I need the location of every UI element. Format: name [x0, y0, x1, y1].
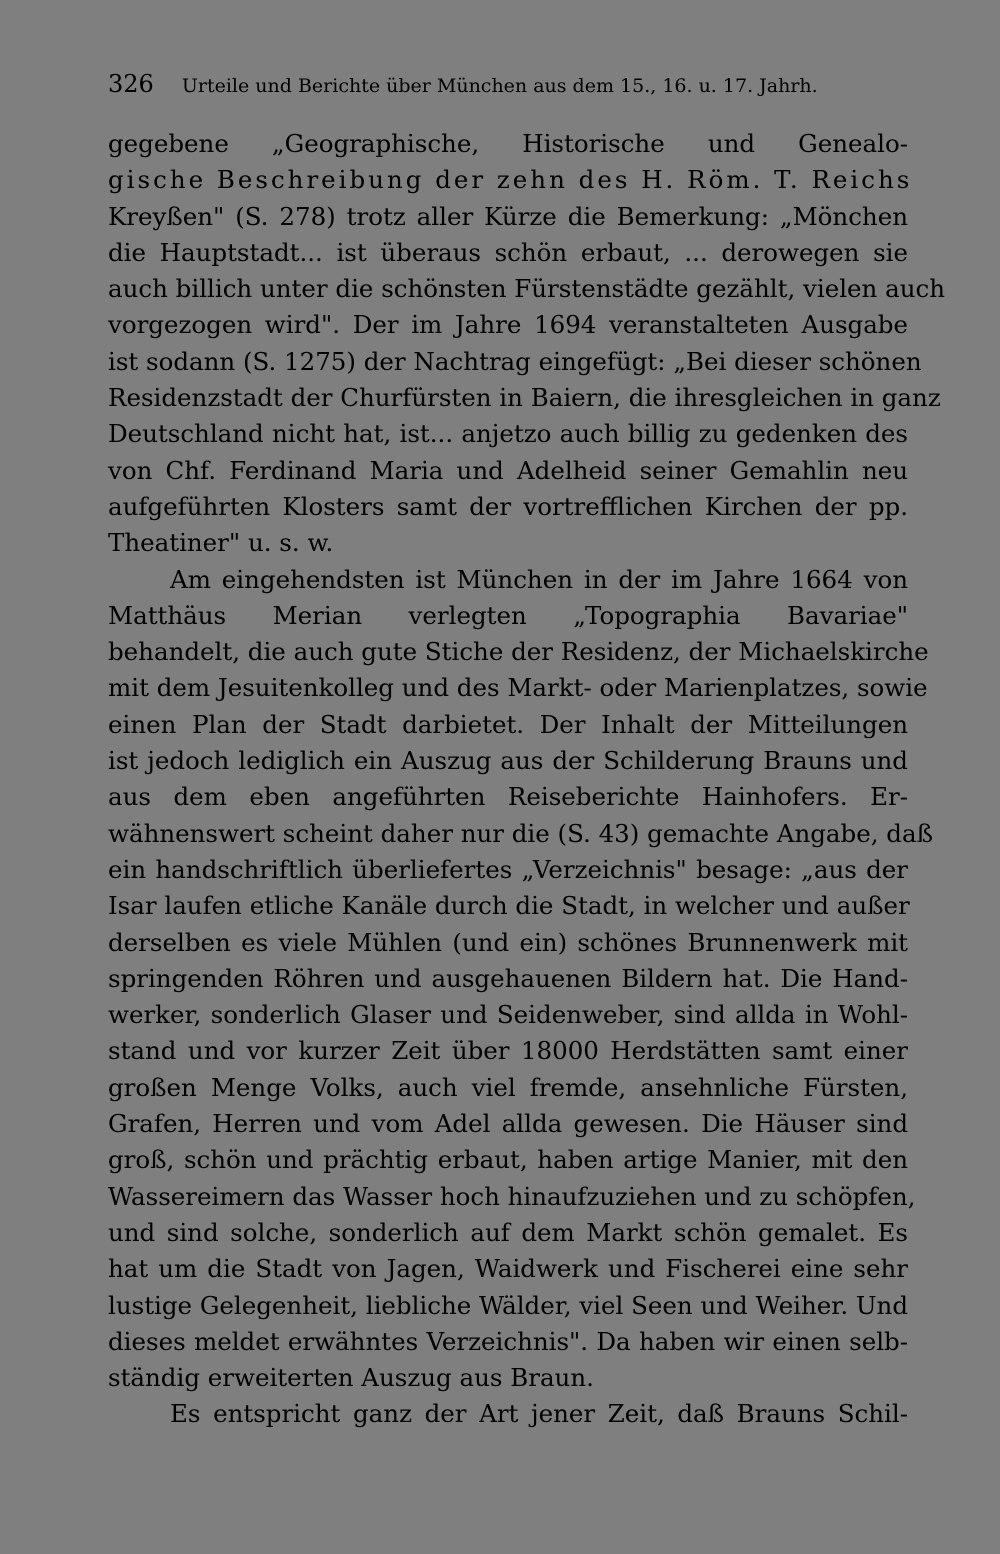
text-line: lustige Gelegenheit, liebliche Wälder, viel Seen und Weiher. Und: [108, 1290, 909, 1320]
text-line: die Hauptstadt... ist überaus schön erbaut, ... derowegen sie: [108, 237, 908, 267]
text-line: von Chf. Ferdinand Maria und Adelheid seiner Gemahlin neu: [108, 455, 908, 485]
text-line: Residenzstadt der Churfürsten in Baiern, die ihresgleichen in ganz: [108, 383, 941, 413]
text-line: Grafen, Herren und vom Adel allda gewesen. Die Häuser sind: [108, 1109, 908, 1139]
text-line: ständig erweiterten Auszug aus Braun.: [108, 1363, 594, 1393]
text-line: Es entspricht ganz der Art jener Zeit, daß Brauns Schil-: [170, 1399, 908, 1429]
text-line: ein handschriftlich überliefertes „Verzeichnis" besage: „aus der: [108, 854, 908, 884]
text-line: gische Beschreibung der zehn des H. Röm. T. Reichs: [108, 165, 913, 195]
text-line: springenden Röhren und ausgehauenen Bildern hat. Die Hand-: [108, 963, 908, 993]
text-line: Kreyßen" (S. 278) trotz aller Kürze die Bemerkung: „Mönchen: [108, 201, 908, 231]
page-number: 326: [108, 70, 154, 98]
text-line: ist sodann (S. 1275) der Nachtrag eingefügt: „Bei dieser schönen: [108, 346, 922, 376]
text-line: Isar laufen etliche Kanäle durch die Stadt, in welcher und außer: [108, 891, 910, 921]
text-line: und sind solche, sonderlich auf dem Markt schön gemalet. Es: [108, 1217, 908, 1247]
running-title: Urteile und Berichte über München aus dem 15., 16. u. 17. Jahrh.: [181, 75, 818, 97]
text-line: hat um die Stadt von Jagen, Waidwerk und Fischerei eine sehr: [108, 1254, 908, 1284]
text-line: Matthäus Merian verlegten „Topographia Bavariae": [108, 600, 908, 630]
text-line: aus dem eben angeführten Reiseberichte Hainhofers. Er-: [108, 782, 908, 812]
text-line: Am eingehendsten ist München in der im Jahre 1664 von: [170, 564, 908, 594]
text-line: stand und vor kurzer Zeit über 18000 Herdstätten samt einer: [108, 1036, 908, 1066]
text-line: gegebene „Geographische, Historische und Genealo-: [108, 129, 908, 158]
text-line: vorgezogen wird". Der im Jahre 1694 veranstalteten Ausgabe: [108, 310, 908, 340]
body-text: [108, 126, 946, 1433]
page-header: [108, 70, 908, 98]
text-line: dieses meldet erwähntes Verzeichnis". Da haben wir einen selb-: [108, 1326, 908, 1356]
text-line: behandelt, die auch gute Stiche der Residenz, der Michaelskirche: [108, 637, 929, 667]
text-line: Theatiner" u. s. w.: [108, 528, 334, 558]
text-line: groß, schön und prächtig erbaut, haben artige Manier, mit den: [108, 1145, 908, 1175]
text-line: einen Plan der Stadt darbietet. Der Inhalt der Mitteilungen: [108, 709, 908, 739]
text-line: Wassereimern das Wasser hoch hinaufzuziehen und zu schöpfen,: [108, 1181, 916, 1211]
text-line: werker, sonderlich Glaser und Seidenweber, sind allda in Wohl-: [108, 1000, 908, 1030]
text-line: aufgeführten Klosters samt der vortrefflichen Kirchen der pp.: [108, 491, 908, 521]
text-line: mit dem Jesuitenkolleg und des Markt- oder Marienplatzes, sowie: [108, 673, 928, 703]
text-line: ist jedoch lediglich ein Auszug aus der Schilderung Brauns und: [108, 746, 908, 776]
text-line: auch billich unter die schönsten Fürstenstädte gezählt, vielen auch: [108, 274, 946, 304]
text-line: großen Menge Volks, auch viel fremde, ansehnliche Fürsten,: [108, 1072, 908, 1102]
text-line: Deutschland nicht hat, ist... anjetzo auch billig zu gedenken des: [108, 419, 908, 449]
text-line: wähnenswert scheint daher nur die (S. 43) gemachte Angabe, daß: [108, 818, 933, 848]
text-line: derselben es viele Mühlen (und ein) schönes Brunnenwerk mit: [108, 927, 908, 957]
